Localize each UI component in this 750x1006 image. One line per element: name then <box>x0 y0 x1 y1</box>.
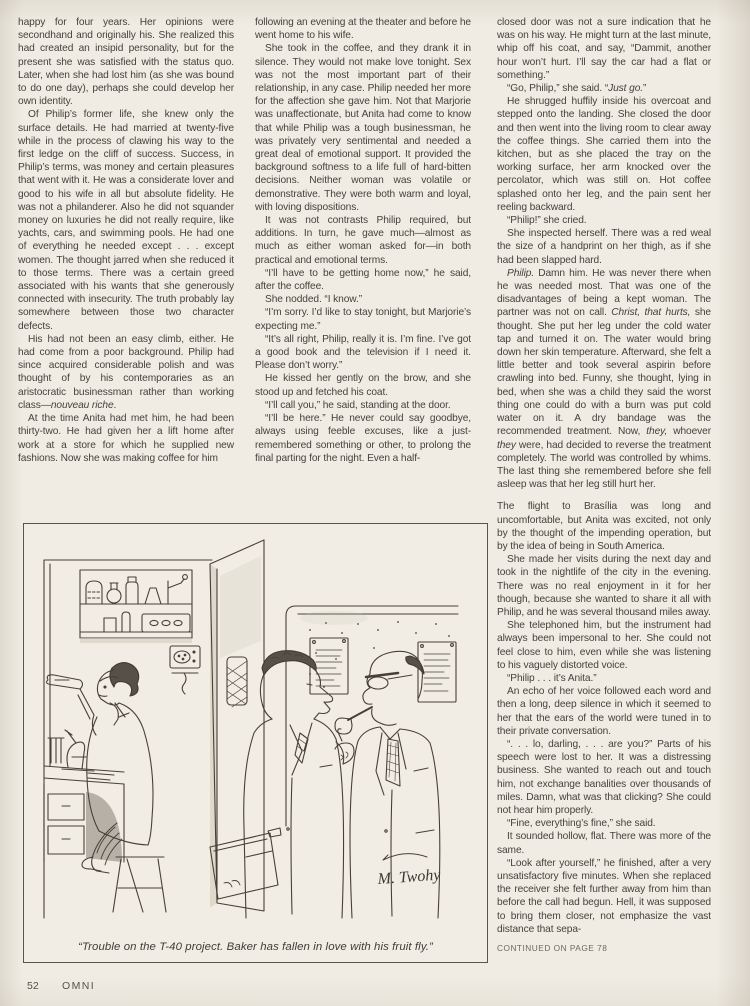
body-paragraph: “I’ll be here.” He never could say goodbye, always using feeble excuses, like a just-remembered something or other, to prolong the final parting for the night. Even a half- <box>255 413 471 464</box>
body-paragraph: “I’m sorry. I’d like to stay tonight, but Marjorie’s expecting me.” <box>255 307 471 332</box>
body-paragraph: She made her visits during the next day and took in the nightlife of the city in the evening. There was no real enjoyment in it for her though, because she wanted to share it all with Philip, and he was several thousand miles away. <box>497 554 711 618</box>
body-paragraph: She inspected herself. There was a red weal the size of a handprint on her thigh, as if she had been slapped hard. <box>497 228 711 266</box>
continued-notice: CONTINUED ON PAGE 78 <box>497 943 608 954</box>
body-paragraph: His had not been an easy climb, either. He had come from a poor background. Philip had since acquired considerable polish and was thought of by his contemporaries as an aristocratic businessman rather than working class—nouveau riche. <box>18 333 234 411</box>
body-paragraph: “Fine, everything’s fine,” she said. <box>507 818 656 830</box>
body-paragraph: Philip. Damn him. He was never there when he was needed most. That was one of the disadvantages of being a kept woman. The partner was not on call. Christ, that hurts, she thought. She put her leg under the cold water tap and turned it on. The water would bring down her skin temperature. Afterward, she felt a little better and took several aspirin before crawling into bed. Funny, she thought, lying in bed, when she was a child they said the worst thing one could do with a burn was put cold water on it. A dry bandage was the recommended treatment. Now, they, whoever they were, had decided to reverse the treatment completely. The world was controlled by whims. The last thing she remembered before she fell asleep was that her leg still hurt her. <box>497 267 711 491</box>
text-column-2 <box>255 16 471 516</box>
lab-door <box>210 540 264 911</box>
body-paragraph: “I’ll have to be getting home now,” he said, after the coffee. <box>255 267 471 293</box>
body-paragraph: At the time Anita had met him, he had been thirty-two. He had given her a lift home after work at a store for which he supplied new fashions. Now she was making coffee for him <box>18 413 234 464</box>
body-paragraph: She took in the coffee, and they drank it in silence. They would not make love tonight. Sex was not the most important part of their relationship, in any case. Philip needed her more for the affection she gave him. Not that Marjorie was unaffectionate, but Anita had come to know that while Philip was a tough businessman, he was privately very sentimental and needed a great deal of emotional support. It provided the background softness to a life full of hard-bitten decisions. Neither woman was volatile or demonstrative. They were both warm and loyal, with loving dispositions. <box>255 43 471 213</box>
cartoon-illustration <box>24 526 485 924</box>
body-paragraph: “Go, Philip,” she said. “Just go.” <box>507 83 647 95</box>
wall-notices <box>310 638 456 702</box>
glasses-icon <box>366 673 412 689</box>
body-paragraph: It was not contrasts Philip required, but additions. In turn, he gave much—almost as much as either woman asked for—in both practical and emotional terms. <box>255 215 471 266</box>
body-paragraph: “It’s all right, Philip, really it is. I’m fine. I’ve got a good book and the television if I need it. Please don’t worry.” <box>255 333 471 372</box>
text-column-3-paragraphs <box>497 16 711 936</box>
wired-window-icon <box>227 657 247 707</box>
body-paragraph: He kissed her gently on the brow, and she stood up and fetched his coat. <box>255 373 471 398</box>
body-paragraph: “. . . lo, darling, . . . are you?” Parts of his speech were lost to her. It was a distressing business. She wanted to reach out and touch him, not exchange banalities over thousands of miles. Damn, what was that clicking? She could not hear him properly. <box>497 738 711 816</box>
body-paragraph: “I’ll call you,” he said, standing at the door. <box>265 399 451 411</box>
wall-gauge <box>170 646 200 694</box>
seated-scientist <box>46 663 166 912</box>
body-paragraph: closed door was not a sure indication that he was on his way. He might turn at the last minute, whip off his coat, and say, “Dammit, another hour won’t hurt. I’ll say the car had a flat or something.” <box>497 17 711 81</box>
artist-signature <box>376 854 442 888</box>
cartoon-panel <box>23 523 488 963</box>
body-paragraph: She nodded. “I know.” <box>265 294 363 306</box>
crosshatched-tie <box>386 739 400 786</box>
text-column-1 <box>18 16 234 516</box>
body-paragraph: following an evening at the theater and before he went home to his wife. <box>255 17 471 42</box>
page-number: 52 <box>27 980 39 992</box>
body-paragraph: “Philip!” she cried. <box>507 215 587 227</box>
text-column-3 <box>497 16 711 1002</box>
pipe-icon <box>335 707 372 734</box>
lab-shelf <box>80 570 192 643</box>
body-paragraph: She telephoned him, but the instrument had always been impersonal to her. She could not feel close to him, even while she was listening to his vaguely distorted voice. <box>497 620 711 671</box>
svg-text:M. Twohy: M. Twohy <box>377 866 441 888</box>
raised-palm <box>46 675 94 719</box>
body-paragraph: It sounded hollow, flat. There was more of the same. <box>497 831 711 856</box>
lab-bench <box>44 730 124 862</box>
body-paragraph: “Look after yourself,” he finished, after a very unsatisfactory five minutes. When she replaced the receiver she felt further away from him than before the call had begun. Hell, it was supposed to bring them closer, not emphasize the vast distance that sepa- <box>497 857 711 935</box>
microscope-icon <box>62 730 94 771</box>
body-paragraph: The flight to Brasília was long and uncomfortable, but Anita was excited, not only by the thought of the impending operation, but by the idea of being in South America. <box>497 501 711 552</box>
body-paragraph: An echo of her voice followed each word and then a long, deep silence in which it seemed to her that the ears of the world were tuned in to their private conversation. <box>497 686 711 737</box>
body-paragraph: happy for four years. Her opinions were secondhand and originally his. She realized this had created an insipid personality, but for the present she was satisfied with the status quo. Later, when she had lost him (as she was bound to do one day), perhaps she could develop her own identity. <box>18 17 234 108</box>
standing-scientist-clipboard <box>210 651 354 918</box>
cartoon-caption: “Trouble on the T-40 project. Baker has fallen in love with his fruit fly.” <box>78 941 433 953</box>
stool <box>113 857 166 912</box>
body-paragraph: “Philip . . . it’s Anita.” <box>507 672 597 684</box>
body-paragraph: Of Philip’s former life, she knew only the surface details. He had married at twenty-five while in the process of clawing his way to the first ledge on the cliff of success. Success, in Philip’s terms, was money and certain pleasures that went with it. He was a considerate lover and good to his wife in all but absolute fidelity. He was not a philanderer. Also he did not squander money on luxuries he did not really require, like yachts, cars, and swimming pools. He had one of everything he needed except . . . except women. The thought jarred when she reduced it to those terms. There was a certain greed associated with his wants that she generously connected with insecurity. The truth probably lay somewhere between those two character defects. <box>18 109 234 332</box>
necktie <box>295 733 308 763</box>
magazine-name: OMNI <box>62 980 96 992</box>
body-paragraph: He shrugged huffily inside his overcoat and stepped onto the landing. She closed the door and then went into the living room to clear away the coffee things. She carried them into the kitchen, but as she placed the tray on the working surface, her arm knocked over the percolator, which was still on. Hot coffee splashed onto her leg, and the pain sent her reeling backward. <box>497 96 711 213</box>
